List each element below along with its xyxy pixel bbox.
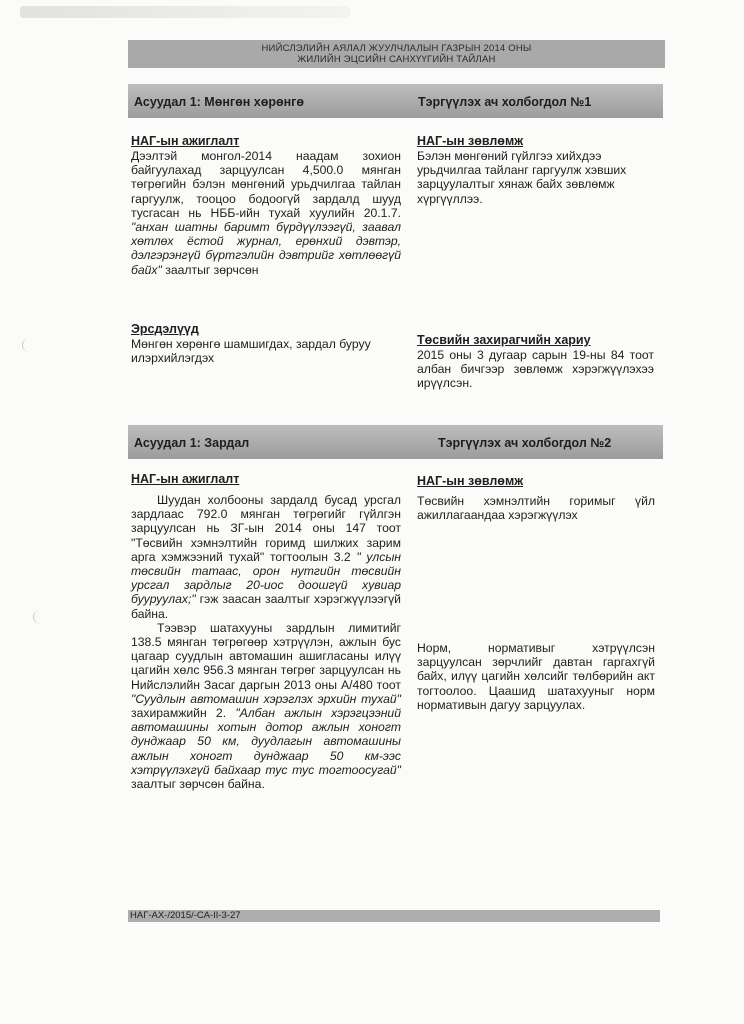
section2-title: Асуудал 1: Зардал — [134, 436, 250, 450]
document-code-footer — [128, 910, 660, 922]
section2-recommendation-heading: НАГ-ын зөвлөмж — [417, 474, 524, 488]
section2-observation-heading: НАГ-ын ажиглалт — [131, 472, 240, 486]
report-header-line1: НИЙСЛЭЛИЙН АЯЛАЛ ЖУУЛЧЛАЛЫН ГАЗРЫН 2014 ОНЫ — [261, 43, 532, 54]
section2-recommendation2-text: Норм, нормативыг хэтрүүлсэн зарцуулсан зөрчлийг давтан гаргахгүй байх, илүү цагийн хөлсийг төлбөрийн акт тогтоолоо. Цаашид шатахууныг норм нормативын дагуу зарцуулах. — [417, 641, 655, 712]
section1-observation-text: Дээлтэй монгол-2014 наадам зохион байгуулахад зарцуулсан 4,500.0 мянган төгрөгийн бэлэн мөнгөний урьдчилгаа тайлан гаргуулж, тооцоо бодоогүй зардалд шууд тусгасан нь НББ-ийн тухай хуулийн 20.1.7. — [131, 149, 401, 220]
section1-observation-heading: НАГ-ын ажиглалт — [131, 134, 240, 148]
report-header-line2: ЖИЛИЙН ЭЦСИЙН САНХҮҮГИЙН ТАЙЛАН — [297, 54, 496, 65]
section1-recommendation — [417, 134, 657, 206]
section2-priority: Тэргүүлэх ач холбогдол №2 — [438, 436, 612, 450]
section1-risk-text: Мөнгөн хөрөнгө шамшигдах, зардал буруу илэрхийлэгдэх — [131, 337, 371, 366]
punch-hole-mark — [22, 338, 37, 352]
report-header — [128, 40, 665, 68]
scan-smudge — [20, 6, 350, 18]
section1-response-text: 2015 оны 3 дугаар сарын 19-ны 84 тоот албан бичгээр зөвлөмж хэрэгжүүлэхээ ирүүлсэн. — [417, 348, 654, 391]
section2-para2-end: заалтыг зөрчсөн байна. — [131, 777, 265, 792]
section1-recommendation-text: Бэлэн мөнгөний гүйлгээ хийхдээ урьдчилгаа тайланг гаргуулж хэвших зарцуулалтыг хянаж байх зөвлөмж хүргүүллээ. — [417, 149, 627, 206]
section2-para2-start: Тээвэр шатахууны зардлын лимитийг 138.5 мянган төгрөгөөр хэтрүүлэн, ажлын бус цагаар суудлын автомашин ашигласаны илүү цагийн хөлс 956.3 мянган төгрөг зарцуулсан нь Нийслэлийн Засаг даргын 2013 оны А/480 тоот — [131, 620, 401, 692]
section2-para2-mid: захирамжийн 2. — [131, 706, 227, 721]
section1-response — [417, 333, 654, 391]
punch-hole-mark — [33, 610, 48, 624]
section2-recommendation — [417, 474, 655, 522]
document-code: НАГ-АХ-/2015/-СА-II-3-27 — [130, 910, 241, 921]
section2-header — [128, 425, 663, 459]
section2-recommendation-text: Төсвийн хэмнэлтийн горимыг үйл ажиллагаандаа хэрэгжүүлэх — [417, 494, 655, 523]
section1-risks — [131, 322, 391, 365]
section2-para1-quote: " улсын төсвийн татаас, орон нутгийн төсвийн урсгал зардлыг 20-иос доошгүй хувиар бууруулах;" — [131, 549, 402, 607]
section2-para1-start: Шуудан холбооны зардалд бусад урсгал зардлаас 792.0 мянган төгрөгийг гүйлгэн зарцуулсан нь ЗГ-ын 2014 оны 147 тоот "Төсвийн хэмнэлтийн горимд шилжих зарим арга хэмжээний тухай" тогтоолын 3.2 — [131, 493, 401, 564]
section1-recommendation-heading: НАГ-ын зөвлөмж — [417, 134, 524, 148]
section2-observation — [131, 472, 401, 791]
section1-risk-heading: Эрсдэлүүд — [131, 322, 199, 336]
section1-priority: Тэргүүлэх ач холбогдол №1 — [418, 95, 592, 109]
section1-observation — [131, 134, 401, 277]
section2-para1-end: гэж заасан заалтыг хэрэгжүүлээгүй байна. — [131, 592, 401, 621]
section2-para2-quote1: "Суудлын автомашин хэрэглэх эрхийн тухай" — [131, 691, 401, 706]
section1-response-heading: Төсвийн захирагчийн хариу — [417, 333, 591, 347]
section2-para2-quote2: "Албан ажлын хэрэгцээний автомашины хотын дотор ажлын хоногт дунджаар 50 км, дуудлагын автомашины ажлын хоногт дунджаар 50 км-ээс хэтрүүлэхгүй байхаар тус тус тогтоосугай" — [131, 706, 401, 777]
section1-observation-end: заалтыг зөрчсөн — [165, 262, 259, 277]
section1-header — [128, 84, 663, 118]
section1-title: Асуудал 1: Мөнгөн хөрөнгө — [134, 95, 305, 109]
section1-observation-quote: "анхан шатны баримт бүрдүүлээгүй, заавал хөтлөх ёстой журнал, ерөнхий дэвтэр, дэлгэрэнгүй бүртгэлийн дэвтрийг хөтлөөгүй байх" — [131, 220, 401, 277]
section2-recommendation2 — [417, 641, 655, 712]
